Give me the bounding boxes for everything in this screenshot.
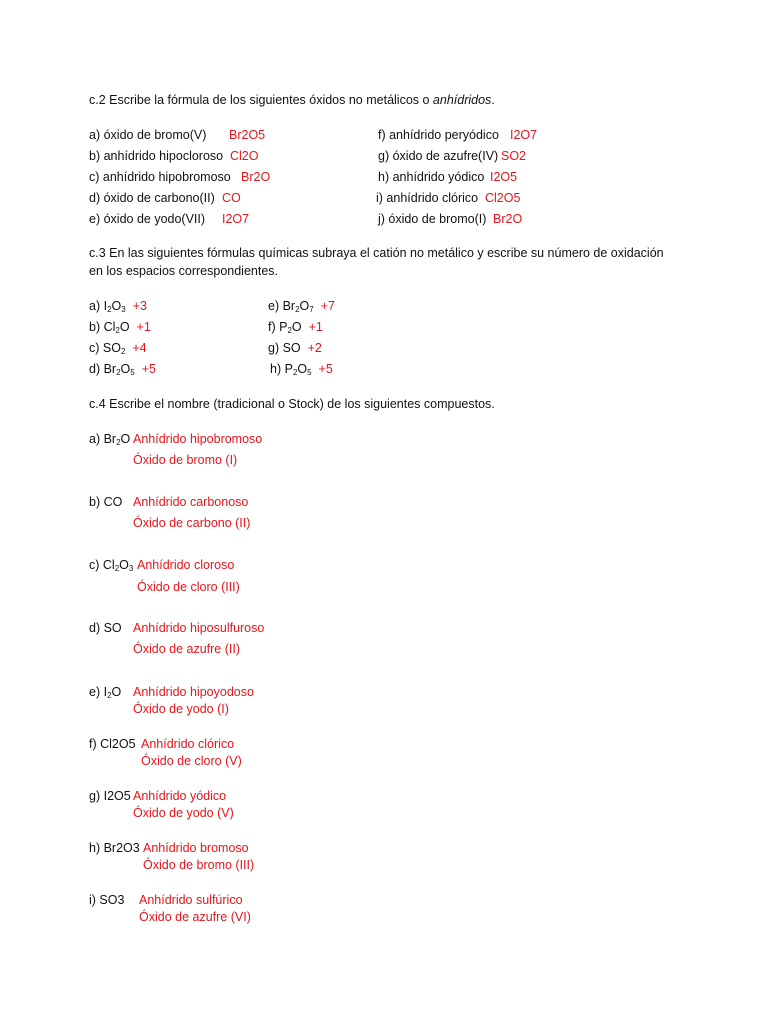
c4-item-formula (89, 620, 122, 636)
item-letter: c) (89, 341, 103, 355)
c4-item-formula (89, 494, 122, 510)
formula-subscript: 5 (307, 368, 312, 377)
formula-subscript: 3 (128, 564, 134, 573)
formula: SO (103, 621, 122, 635)
c3-item-right (268, 298, 335, 314)
traditional-name: Anhídrido carbonoso (133, 495, 249, 509)
formula: Br2O3 (103, 841, 140, 855)
section-c3-heading-line-2: en los espacios correspondientes. (89, 264, 279, 278)
c3-item-left (89, 361, 156, 377)
oxidation-number: +5 (141, 362, 156, 376)
c4-item-formula (89, 557, 133, 573)
stock-name: Óxido de cloro (V) (141, 754, 242, 768)
item-letter: c) (89, 558, 103, 572)
stock-name: Óxido de azufre (VI) (139, 910, 251, 924)
formula: $I_2O_3$ (103, 299, 126, 314)
item-letter: h) (89, 841, 104, 855)
item-letter: e) (89, 685, 104, 699)
item-letter: h) (270, 362, 285, 376)
c3-item-right (268, 340, 322, 356)
item-letter: f) (268, 320, 280, 334)
section-c2-heading (89, 92, 495, 108)
c4-item-formula (89, 431, 130, 447)
formula: $Cl_2O$ (103, 320, 130, 335)
c2-item-label: h) anhídrido yódico (378, 170, 485, 184)
stock-name: Óxido de yodo (V) (133, 806, 234, 820)
c3-item-left (89, 340, 147, 356)
item-letter: b) (89, 495, 104, 509)
traditional-name: Anhídrido yódico (133, 789, 227, 803)
c2-item-answer: I2O7 (222, 212, 250, 226)
c3-item-left (89, 319, 151, 335)
formula-subscript: 5 (130, 368, 135, 377)
formula-subscript: 2 (107, 305, 112, 314)
formula: I2O5 (103, 789, 131, 803)
section-c2-heading-italic: anhídridos (432, 93, 492, 107)
formula-subscript: 2 (116, 368, 121, 377)
oxidation-number: +4 (132, 341, 147, 355)
c2-item-answer: Br2O (493, 212, 523, 226)
section-c4-heading: c.4 Escribe el nombre (tradicional o Stock) de los siguientes compuestos. (89, 397, 495, 411)
traditional-name: Anhídrido sulfúrico (139, 893, 243, 907)
item-letter: f) (89, 737, 101, 751)
c2-item-label: f) anhídrido peryódico (378, 128, 499, 142)
c2-item-label: i) anhídrido clórico (376, 191, 479, 205)
item-letter: d) (89, 362, 104, 376)
c3-item-right (268, 319, 323, 335)
item-letter: i) (89, 893, 100, 907)
formula-subscript: 2 (114, 564, 120, 573)
formula: SO3 (99, 893, 125, 907)
item-letter: g) (268, 341, 283, 355)
c2-item-answer: I2O7 (510, 128, 538, 142)
oxidation-number: +3 (132, 299, 147, 313)
c4-item-formula (89, 684, 121, 700)
formula: Cl2O5 (100, 737, 136, 751)
formula: $P_2O_5$ (284, 362, 312, 377)
formula: $Br_2O$ (103, 432, 131, 447)
c2-item-answer: I2O5 (490, 170, 518, 184)
item-letter: g) (89, 789, 104, 803)
oxidation-number: +1 (308, 320, 323, 334)
stock-name: Óxido de bromo (III) (143, 858, 255, 872)
traditional-name: Anhídrido clórico (141, 737, 235, 751)
traditional-name: Anhídrido hiposulfuroso (133, 621, 265, 635)
formula-subscript: 3 (121, 305, 126, 314)
formula-subscript: 7 (309, 305, 314, 314)
c2-item-label: g) óxido de azufre(IV) (378, 149, 499, 163)
formula-subscript: 2 (120, 347, 126, 356)
c2-item-answer: CO (222, 191, 241, 205)
stock-name: Óxido de yodo (I) (133, 702, 229, 716)
c2-item-label: a) óxido de bromo(V) (89, 128, 207, 142)
formula: $Br_2O_5$ (103, 362, 135, 377)
traditional-name: Anhídrido hipoyodoso (133, 685, 254, 699)
formula-subscript: 2 (292, 368, 298, 377)
c2-item-answer: Cl2O (230, 149, 259, 163)
c3-item-left (89, 298, 147, 314)
formula: $P_2O$ (279, 320, 302, 335)
traditional-name: Anhídrido cloroso (137, 558, 235, 572)
c2-item-label: j) óxido de bromo(I) (378, 212, 487, 226)
c2-item-answer: Br2O5 (229, 128, 266, 142)
section-c3-heading-line-1: c.3 En las siguientes fórmulas químicas subraya el catión no metálico y escribe su número de oxidación (89, 246, 664, 260)
formula-subscript: 2 (115, 326, 120, 335)
traditional-name: Anhídrido hipobromoso (133, 432, 263, 446)
formula: $I_2O$ (103, 685, 122, 700)
formula: $SO_2$ (102, 341, 126, 356)
stock-name: Óxido de cloro (III) (137, 580, 240, 594)
item-letter: a) (89, 299, 104, 313)
formula-subscript: 2 (116, 438, 121, 447)
item-letter: a) (89, 432, 104, 446)
section-c2-heading-period: . (491, 93, 495, 107)
c3-item-right (270, 361, 333, 377)
oxidation-number: +1 (136, 320, 151, 334)
c2-item-answer: SO2 (501, 149, 527, 163)
c4-item-formula (89, 736, 136, 752)
formula-subscript: 2 (107, 691, 112, 700)
c2-item-label: d) óxido de carbono(II) (89, 191, 215, 205)
oxidation-number: +7 (320, 299, 335, 313)
item-letter: b) (89, 320, 104, 334)
formula: SO (282, 341, 301, 355)
oxidation-number: +5 (318, 362, 333, 376)
c2-item-answer: Br2O (241, 170, 271, 184)
item-letter: d) (89, 621, 104, 635)
formula: $Br_2O_7$ (282, 299, 314, 314)
stock-name: Óxido de carbono (II) (133, 516, 251, 530)
c2-item-label: b) anhídrido hipocloroso (89, 149, 224, 163)
traditional-name: Anhídrido bromoso (143, 841, 249, 855)
oxidation-number: +2 (307, 341, 322, 355)
c2-item-answer: Cl2O5 (485, 191, 521, 205)
c4-item-formula (89, 840, 140, 856)
c4-item-formula (89, 788, 131, 804)
formula-subscript: 2 (287, 326, 292, 335)
stock-name: Óxido de bromo (I) (133, 453, 238, 467)
formula-subscript: 2 (295, 305, 300, 314)
c4-item-formula (89, 892, 124, 908)
c2-item-label: e) óxido de yodo(VII) (89, 212, 206, 226)
formula: CO (103, 495, 123, 509)
formula: $Cl_2O_3$ (102, 558, 134, 573)
section-c2-heading-text: c.2 Escribe la fórmula de los siguientes óxidos no metálicos o (89, 93, 433, 107)
item-letter: e) (268, 299, 283, 313)
c2-item-label: c) anhídrido hipobromoso (89, 170, 231, 184)
stock-name: Óxido de azufre (II) (133, 642, 240, 656)
